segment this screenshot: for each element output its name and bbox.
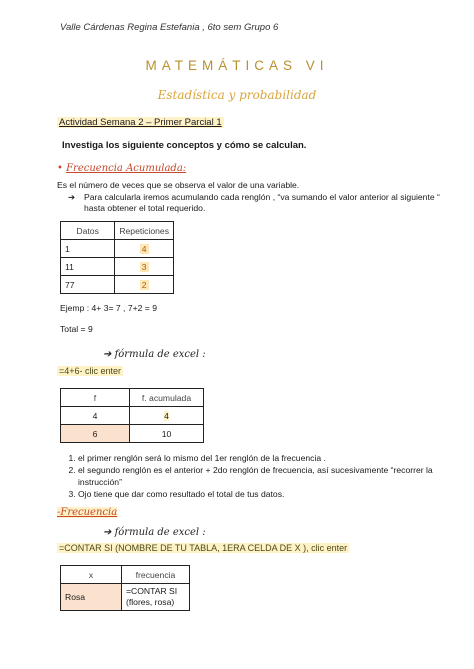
list-item: 3. Ojo tiene que dar como resultado el total de tus datos. [78, 488, 438, 500]
table-row [61, 407, 204, 425]
author-line: Valle Cárdenas Regina Estefania , 6to sem Grupo 6 [60, 22, 279, 33]
arrow-icon: ➔ [103, 349, 112, 360]
freq-formula-line-1: =CONTAR SI [126, 586, 178, 596]
datos-header: Datos [61, 222, 115, 240]
rep-cell: 2 [141, 279, 147, 290]
formula-label: fórmula de excel : [114, 349, 206, 360]
list-item: 1. el primer renglón será lo mismo del 1er renglón de la frecuencia . [78, 452, 438, 464]
x-header: x [61, 566, 122, 584]
f-table [60, 388, 204, 443]
definition-text: Es el número de veces que se observa el valor de una variable. [57, 180, 300, 190]
note-line-1: Para calcularla iremos acumulando cada renglón , “va sumando el valor anterior al siguiente “ [84, 192, 440, 202]
dato-cell: 11 [61, 258, 115, 276]
rep-cell: 4 [141, 243, 147, 254]
formula-heading-2 [103, 527, 206, 538]
table-row [61, 584, 190, 611]
acc-value: 4 [164, 410, 169, 421]
acc-cell: 10 [130, 425, 204, 443]
steps-list [60, 452, 438, 500]
table-row [61, 276, 174, 294]
formula-heading [103, 349, 206, 360]
arrow-icon: ➔ [103, 527, 112, 538]
table-row [61, 240, 174, 258]
activity-instruction: Investiga los siguiente conceptos y cómo se calculan. [62, 140, 307, 151]
excel-formula: =4+6- clic enter [59, 366, 122, 376]
freq-cell [122, 584, 190, 611]
frecuencia-acumulada-title: Frecuencia Acumulada: [66, 163, 187, 174]
frecuencia-header: frecuencia [122, 566, 190, 584]
arrow-icon: ➔ [68, 192, 76, 202]
dato-cell: 77 [61, 276, 115, 294]
frecuencia-title: -Frecuencia [57, 507, 118, 518]
example-text: Ejemp : 4+ 3= 7 , 7+2 = 9 [60, 303, 157, 313]
table-row [61, 425, 204, 443]
f-cell: 4 [61, 407, 130, 425]
page-subtitle: Estadística y probabilidad [157, 88, 317, 102]
f-cell: 6 [61, 425, 130, 443]
dato-cell: 1 [61, 240, 115, 258]
f-header: f [61, 389, 130, 407]
frecuencia-heading [57, 507, 117, 518]
bullet-icon: • [57, 163, 63, 174]
total-text: Total = 9 [60, 324, 93, 334]
freq-formula-line-2: (flores, rosa) [126, 597, 175, 607]
frecuencia-table [60, 565, 190, 611]
f-acumulada-header: f. acumulada [130, 389, 204, 407]
list-item: 2. el segundo renglón es el anterior + 2do renglón de frecuencia, así sucesivamente “recorrer la instrucción” [78, 464, 438, 488]
x-cell: Rosa [61, 584, 122, 611]
repeticiones-header: Repeticiones [115, 222, 174, 240]
formula-label: fórmula de excel : [114, 527, 206, 538]
acc-cell [130, 407, 204, 425]
rep-cell: 3 [141, 261, 147, 272]
page-title: MATEMÁTICAS VI [145, 58, 329, 73]
note-line-2: hasta obtener el total requerido. [84, 203, 206, 213]
datos-table [60, 221, 174, 294]
excel-formula-contar-si: =CONTAR SI (NOMBRE DE TU TABLA, 1ERA CELDA DE X ), clic enter [59, 543, 348, 553]
frecuencia-acumulada-heading [57, 163, 186, 174]
activity-label: Actividad Semana 2 – Primer Parcial 1 [59, 117, 222, 128]
table-row [61, 258, 174, 276]
